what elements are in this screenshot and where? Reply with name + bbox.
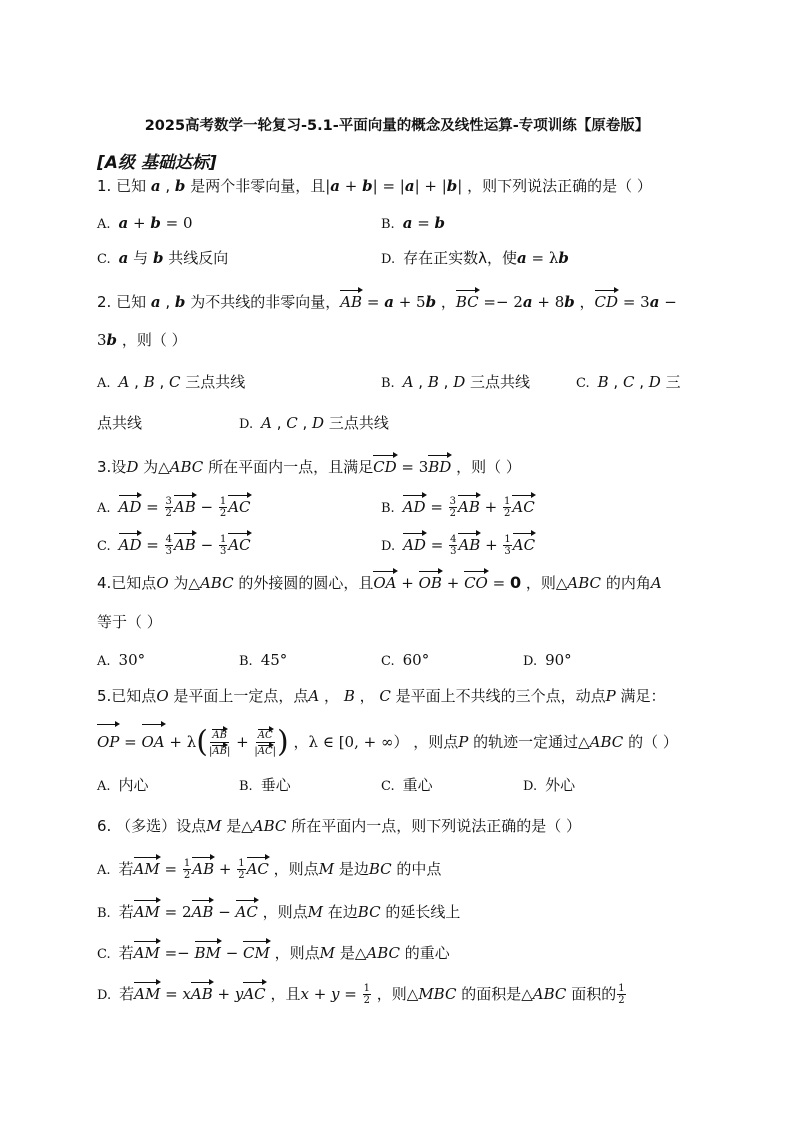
- question-5-formula: OP = OA + λ( $\frac{AB}{|AB|}$ + $\frac{AC}{|AC|}$ ) ，λ ∈ [0, + ∞） ，则点P 的轨迹一定通过△ABC 的（ ）: [97, 722, 678, 756]
- q2-option-c-wrap: 点共线: [97, 414, 143, 432]
- q2-option-b: B. A , B , D 三点共线: [381, 373, 531, 391]
- q5-option-d: D. 外心: [523, 776, 576, 794]
- q5-option-b: B. 垂心: [239, 776, 291, 794]
- question-4-stem: 4.已知点O 为△ABC 的外接圆的圆心，且OA + OB + CO = 0 ，则△ABC 的内角A: [97, 569, 662, 594]
- q2-option-c: C. B , C , D 三: [576, 373, 681, 391]
- q1-text-a: 1. 已知: [97, 177, 147, 195]
- q1-text-b: 是两个非零向量，且: [190, 177, 326, 195]
- q1-option-d: D. 存在正实数λ，使a = λb: [381, 249, 569, 267]
- question-6-stem: 6. （多选）设点M 是△ABC 所在平面内一点，则下列说法正确的是（ ）: [97, 817, 581, 835]
- question-3-stem: 3.设D 为△ABC 所在平面内一点，且满足CD = 3BD ，则（ ）: [97, 453, 521, 478]
- q4-option-b: B. 45°: [239, 651, 288, 669]
- q2-option-d: D. A , C , D 三点共线: [239, 414, 389, 432]
- q3-option-b: B. AD = $\frac{3}{2}$ AB + $\frac{1}{2}$ AC: [381, 493, 535, 520]
- q1-option-b: B. a = b: [381, 214, 446, 232]
- page-title: 2025高考数学一轮复习-5.1-平面向量的概念及线性运算-专项训练【原卷版】: [144, 118, 650, 134]
- q2-option-a: A. A , B , C 三点共线: [97, 373, 246, 391]
- question-2-stem-cont: 3b ，则（ ）: [97, 331, 187, 349]
- q6-option-b: B. 若AM = 2AB − AC ，则点M 在边BC 的延长线上: [97, 898, 460, 925]
- q3-option-c: C. AD = $\frac{4}{3}$ AB − $\frac{1}{3}$ AC: [97, 531, 251, 558]
- q3-option-d: D. AD = $\frac{4}{3}$ AB + $\frac{1}{3}$ AC: [381, 531, 535, 558]
- q6-option-d: D. 若AM = xAB + yAC ，且x + y = $\frac{1}{2}$ ，则△MBC 的面积是△ABC 面积的 $\frac{1}{2}$: [97, 980, 627, 1007]
- q1-option-a: A. a + b = 0: [97, 214, 193, 232]
- q5-option-c: C. 重心: [381, 776, 433, 794]
- q4-option-c: C. 60°: [381, 651, 430, 669]
- q1-option-c: C. a 与 b 共线反向: [97, 249, 229, 267]
- q5-option-a: A. 内心: [97, 776, 149, 794]
- q4-option-a: A. 30°: [97, 651, 146, 669]
- question-4-stem-cont: 等于（ ）: [97, 613, 162, 631]
- section-heading: [A级 基础达标]: [97, 153, 217, 173]
- q6-option-a: A. 若AM = $\frac{1}{2}$ AB + $\frac{1}{2}$ AC ，则点M 是边BC 的中点: [97, 855, 441, 882]
- question-1-stem: 1. 已知 a , b 是两个非零向量，且|a + b| = |a| + |b| ，则下列说法正确的是（ ）: [97, 177, 652, 195]
- q1-text-c: ，则下列说法正确的是（ ）: [467, 177, 652, 195]
- q6-option-c: C. 若AM =− BM − CM ，则点M 是△ABC 的重心: [97, 939, 450, 966]
- q4-option-d: D. 90°: [523, 651, 572, 669]
- q3-option-a: A. AD = $\frac{3}{2}$ AB − $\frac{1}{2}$ AC: [97, 493, 251, 520]
- question-5-stem: 5.已知点O 是平面上一定点，点A ， B ， C 是平面上不共线的三个点，动点P 满足：: [97, 687, 666, 705]
- question-2-stem: 2. 已知 a , b 为不共线的非零向量，AB = a + 5b ，BC =− 2a + 8b ，CD = 3a −: [97, 288, 677, 313]
